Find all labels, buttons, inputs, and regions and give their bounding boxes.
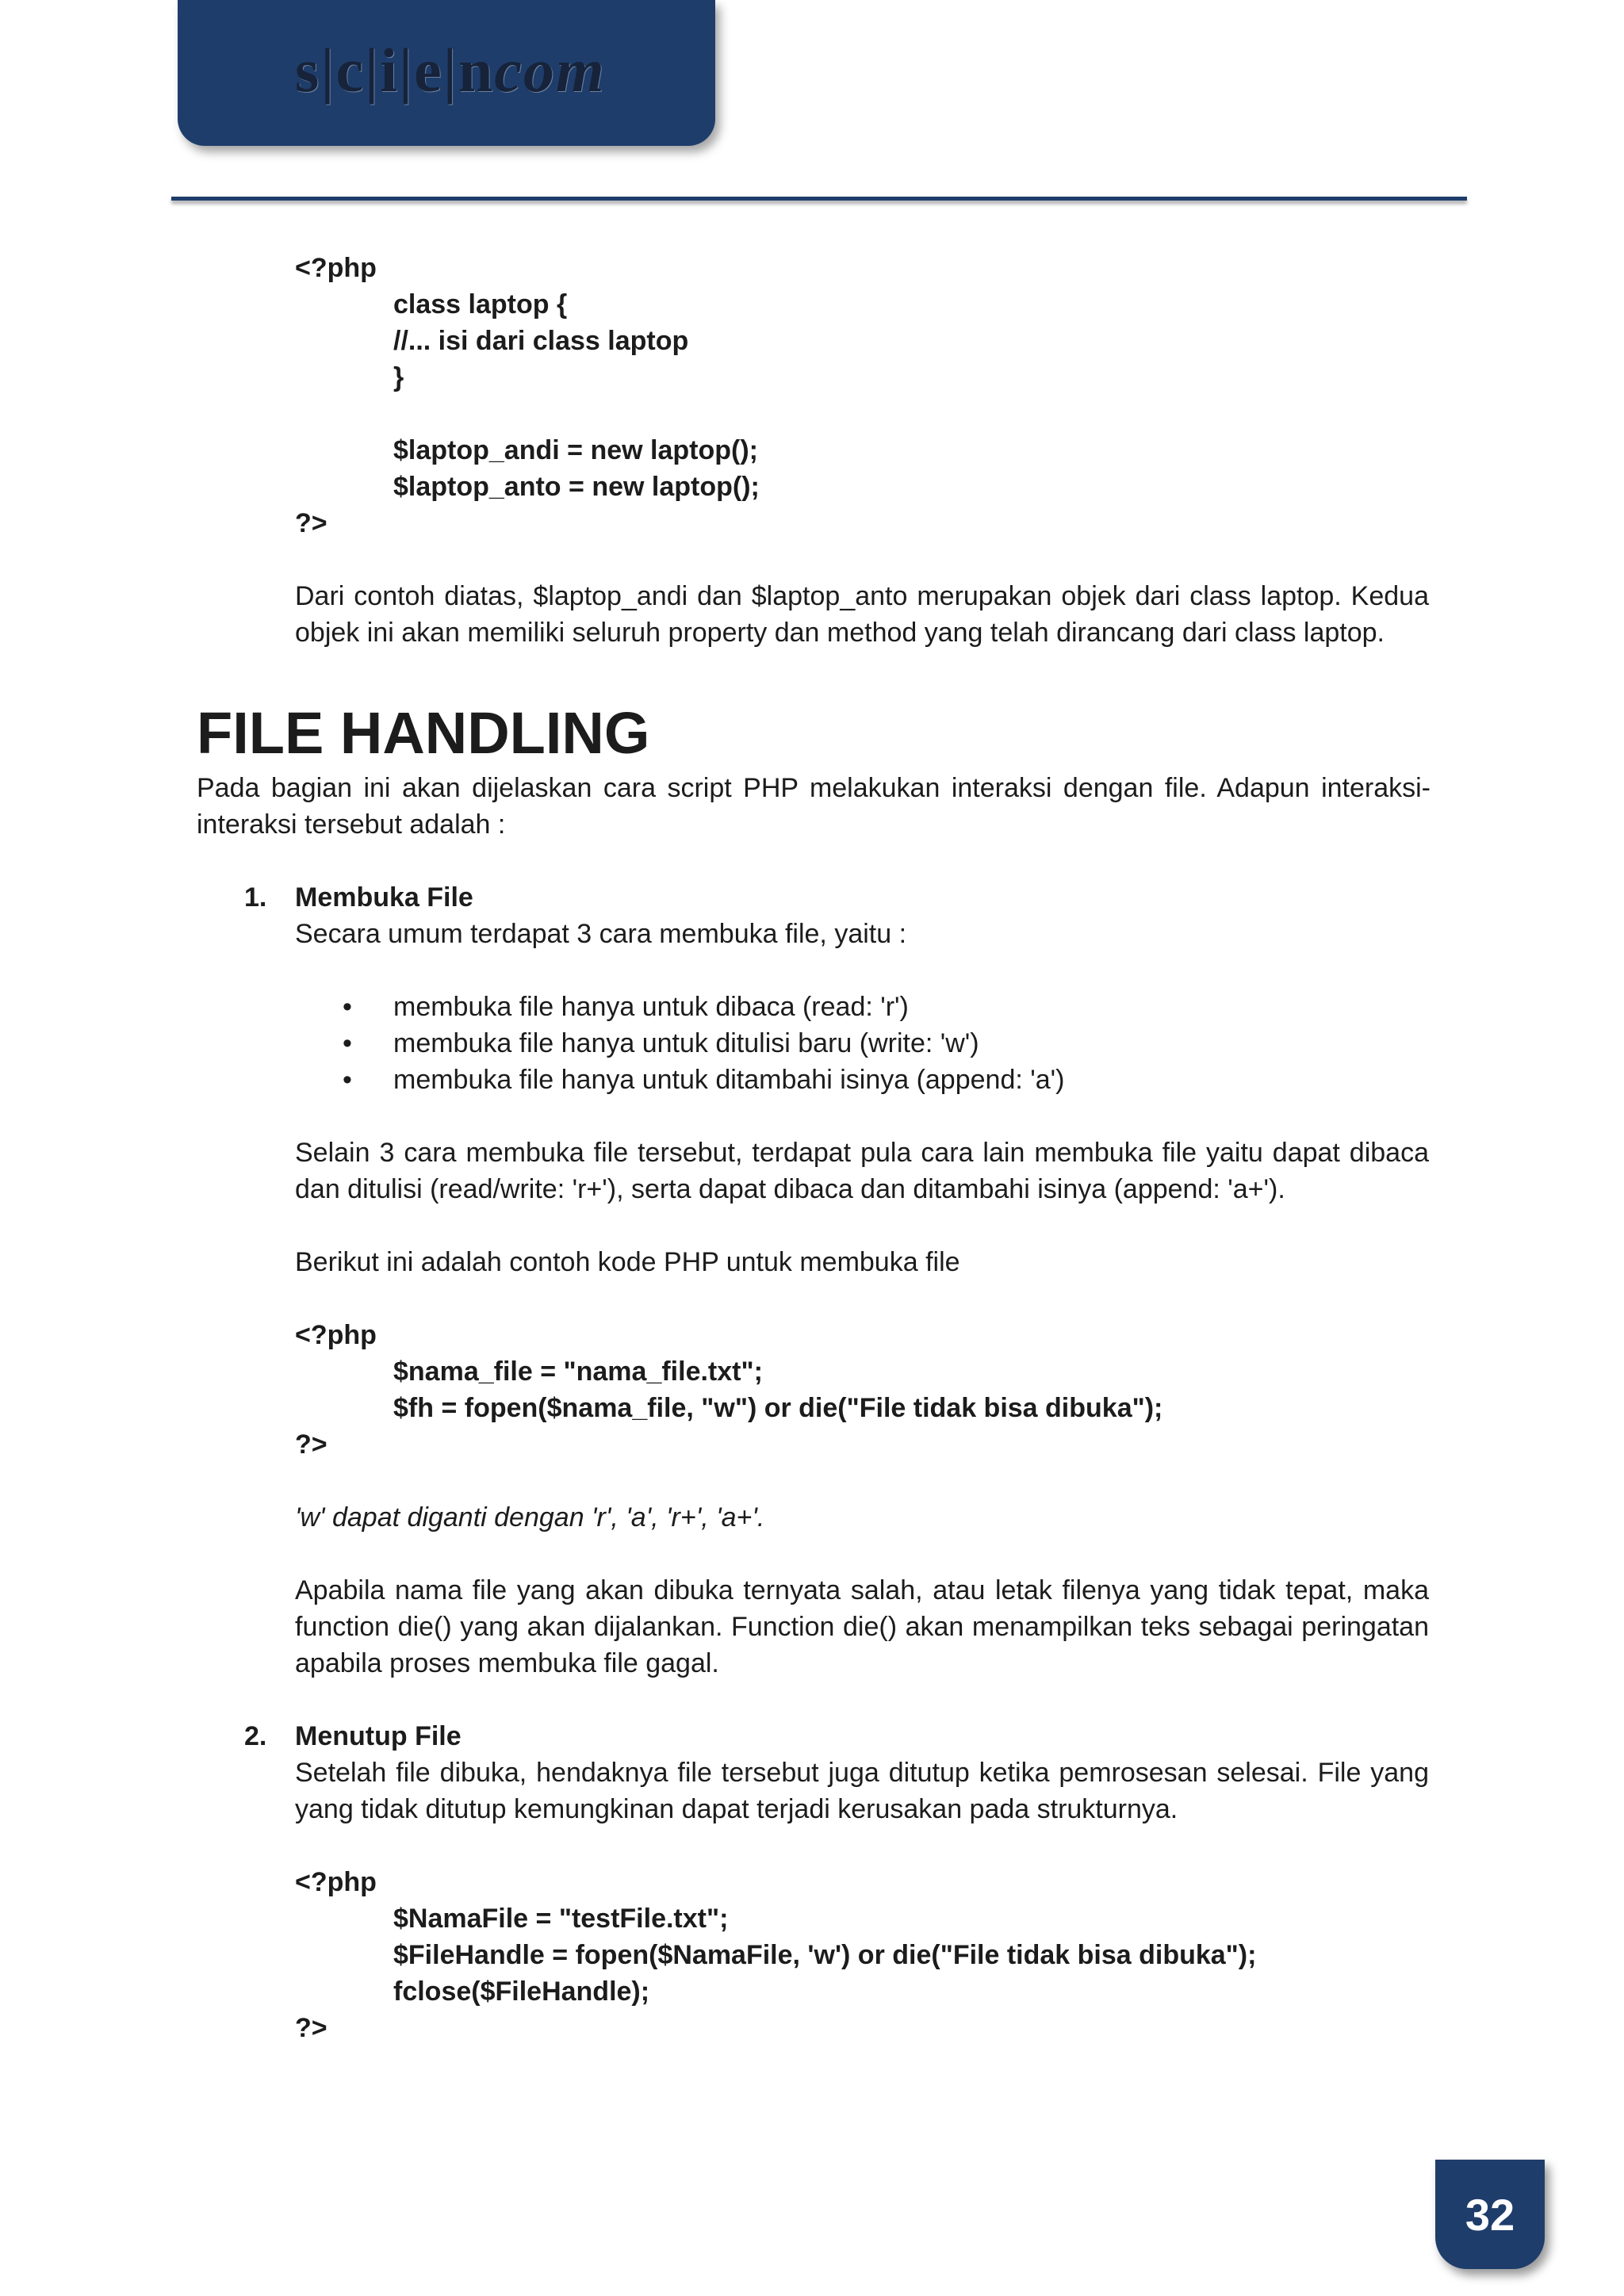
code-close-tag: ?> <box>295 1429 327 1460</box>
bullet-dot-icon: • <box>343 992 352 1022</box>
list-item: membuka file hanya untuk dibaca (read: 'r') <box>393 992 909 1022</box>
page-number-badge: 32 <box>1435 2160 1545 2269</box>
list-item: membuka file hanya untuk ditulisi baru (write: 'w') <box>393 1028 979 1058</box>
code-close-tag: ?> <box>295 2013 327 2043</box>
paragraph-objects: Dari contoh diatas, $laptop_andi dan $laptop_anto merupakan objek dari class laptop. Kedua objek ini akan memiliki seluruh property dan method yang telah dirancang dari class laptop. <box>295 581 1429 648</box>
code-close-tag: ?> <box>295 508 327 538</box>
logo-main: s|c|i|e|n <box>295 36 495 105</box>
bullet-dot-icon: • <box>343 1065 352 1095</box>
item-title: Membuka File <box>295 882 473 913</box>
code-open-tag: <?php <box>295 1320 377 1350</box>
item-lead: Setelah file dibuka, hendaknya file tersebut juga ditutup ketika pemrosesan selesai. File yang yang tidak ditutup kemungkinan dapat terjadi kerusakan pada strukturnya. <box>295 1758 1429 1824</box>
section-title: FILE HANDLING <box>197 700 650 766</box>
code-line: class laptop { <box>393 289 568 320</box>
code-line: $laptop_anto = new laptop(); <box>393 472 760 502</box>
paragraph-example-intro: Berikut ini adalah contoh kode PHP untuk membuka file <box>295 1247 960 1277</box>
code-line: $fh = fopen($nama_file, "w") or die("File tidak bisa dibuka"); <box>393 1393 1163 1423</box>
section-intro: Pada bagian ini akan dijelaskan cara script PHP melakukan interaksi dengan file. Adapun interaksi-interaksi tersebut adalah : <box>197 773 1431 840</box>
code-line: $laptop_andi = new laptop(); <box>393 435 758 465</box>
code-line: $NamaFile = "testFile.txt"; <box>393 1904 729 1934</box>
code-open-tag: <?php <box>295 253 377 283</box>
paragraph-die: Apabila nama file yang akan dibuka ternyata salah, atau letak filenya yang tidak tepat, maka function die() yang akan dijalankan. Function die() akan menampilkan teks sebagai peringatan apabila proses membuka file gagal. <box>295 1575 1429 1678</box>
paragraph-modes: Selain 3 cara membuka file tersebut, terdapat pula cara lain membuka file yaitu dapat dibaca dan ditulisi (read/write: 'r+'), serta dapat dibaca dan ditambahi isinya (append: 'a+'). <box>295 1138 1429 1204</box>
header-rule <box>171 197 1467 201</box>
code-line: $FileHandle = fopen($NamaFile, 'w') or die("File tidak bisa dibuka"); <box>393 1940 1257 1970</box>
item-number: 1. <box>244 882 267 913</box>
code-line: //... isi dari class laptop <box>393 326 689 356</box>
item-title: Menutup File <box>295 1721 462 1751</box>
bullet-dot-icon: • <box>343 1028 352 1058</box>
code-line: $nama_file = "nama_file.txt"; <box>393 1357 763 1387</box>
code-open-tag: <?php <box>295 1867 377 1897</box>
code-line: } <box>393 362 404 392</box>
item-lead: Secara umum terdapat 3 cara membuka file, yaitu : <box>295 919 907 949</box>
code-line: fclose($FileHandle); <box>393 1976 650 2007</box>
item-number: 2. <box>244 1721 267 1751</box>
logo <box>295 35 606 106</box>
list-item: membuka file hanya untuk ditambahi isinya (append: 'a') <box>393 1065 1065 1095</box>
logo-accent: com <box>494 36 606 105</box>
mode-note: 'w' dapat diganti dengan 'r', 'a', 'r+', 'a+'. <box>295 1502 765 1533</box>
